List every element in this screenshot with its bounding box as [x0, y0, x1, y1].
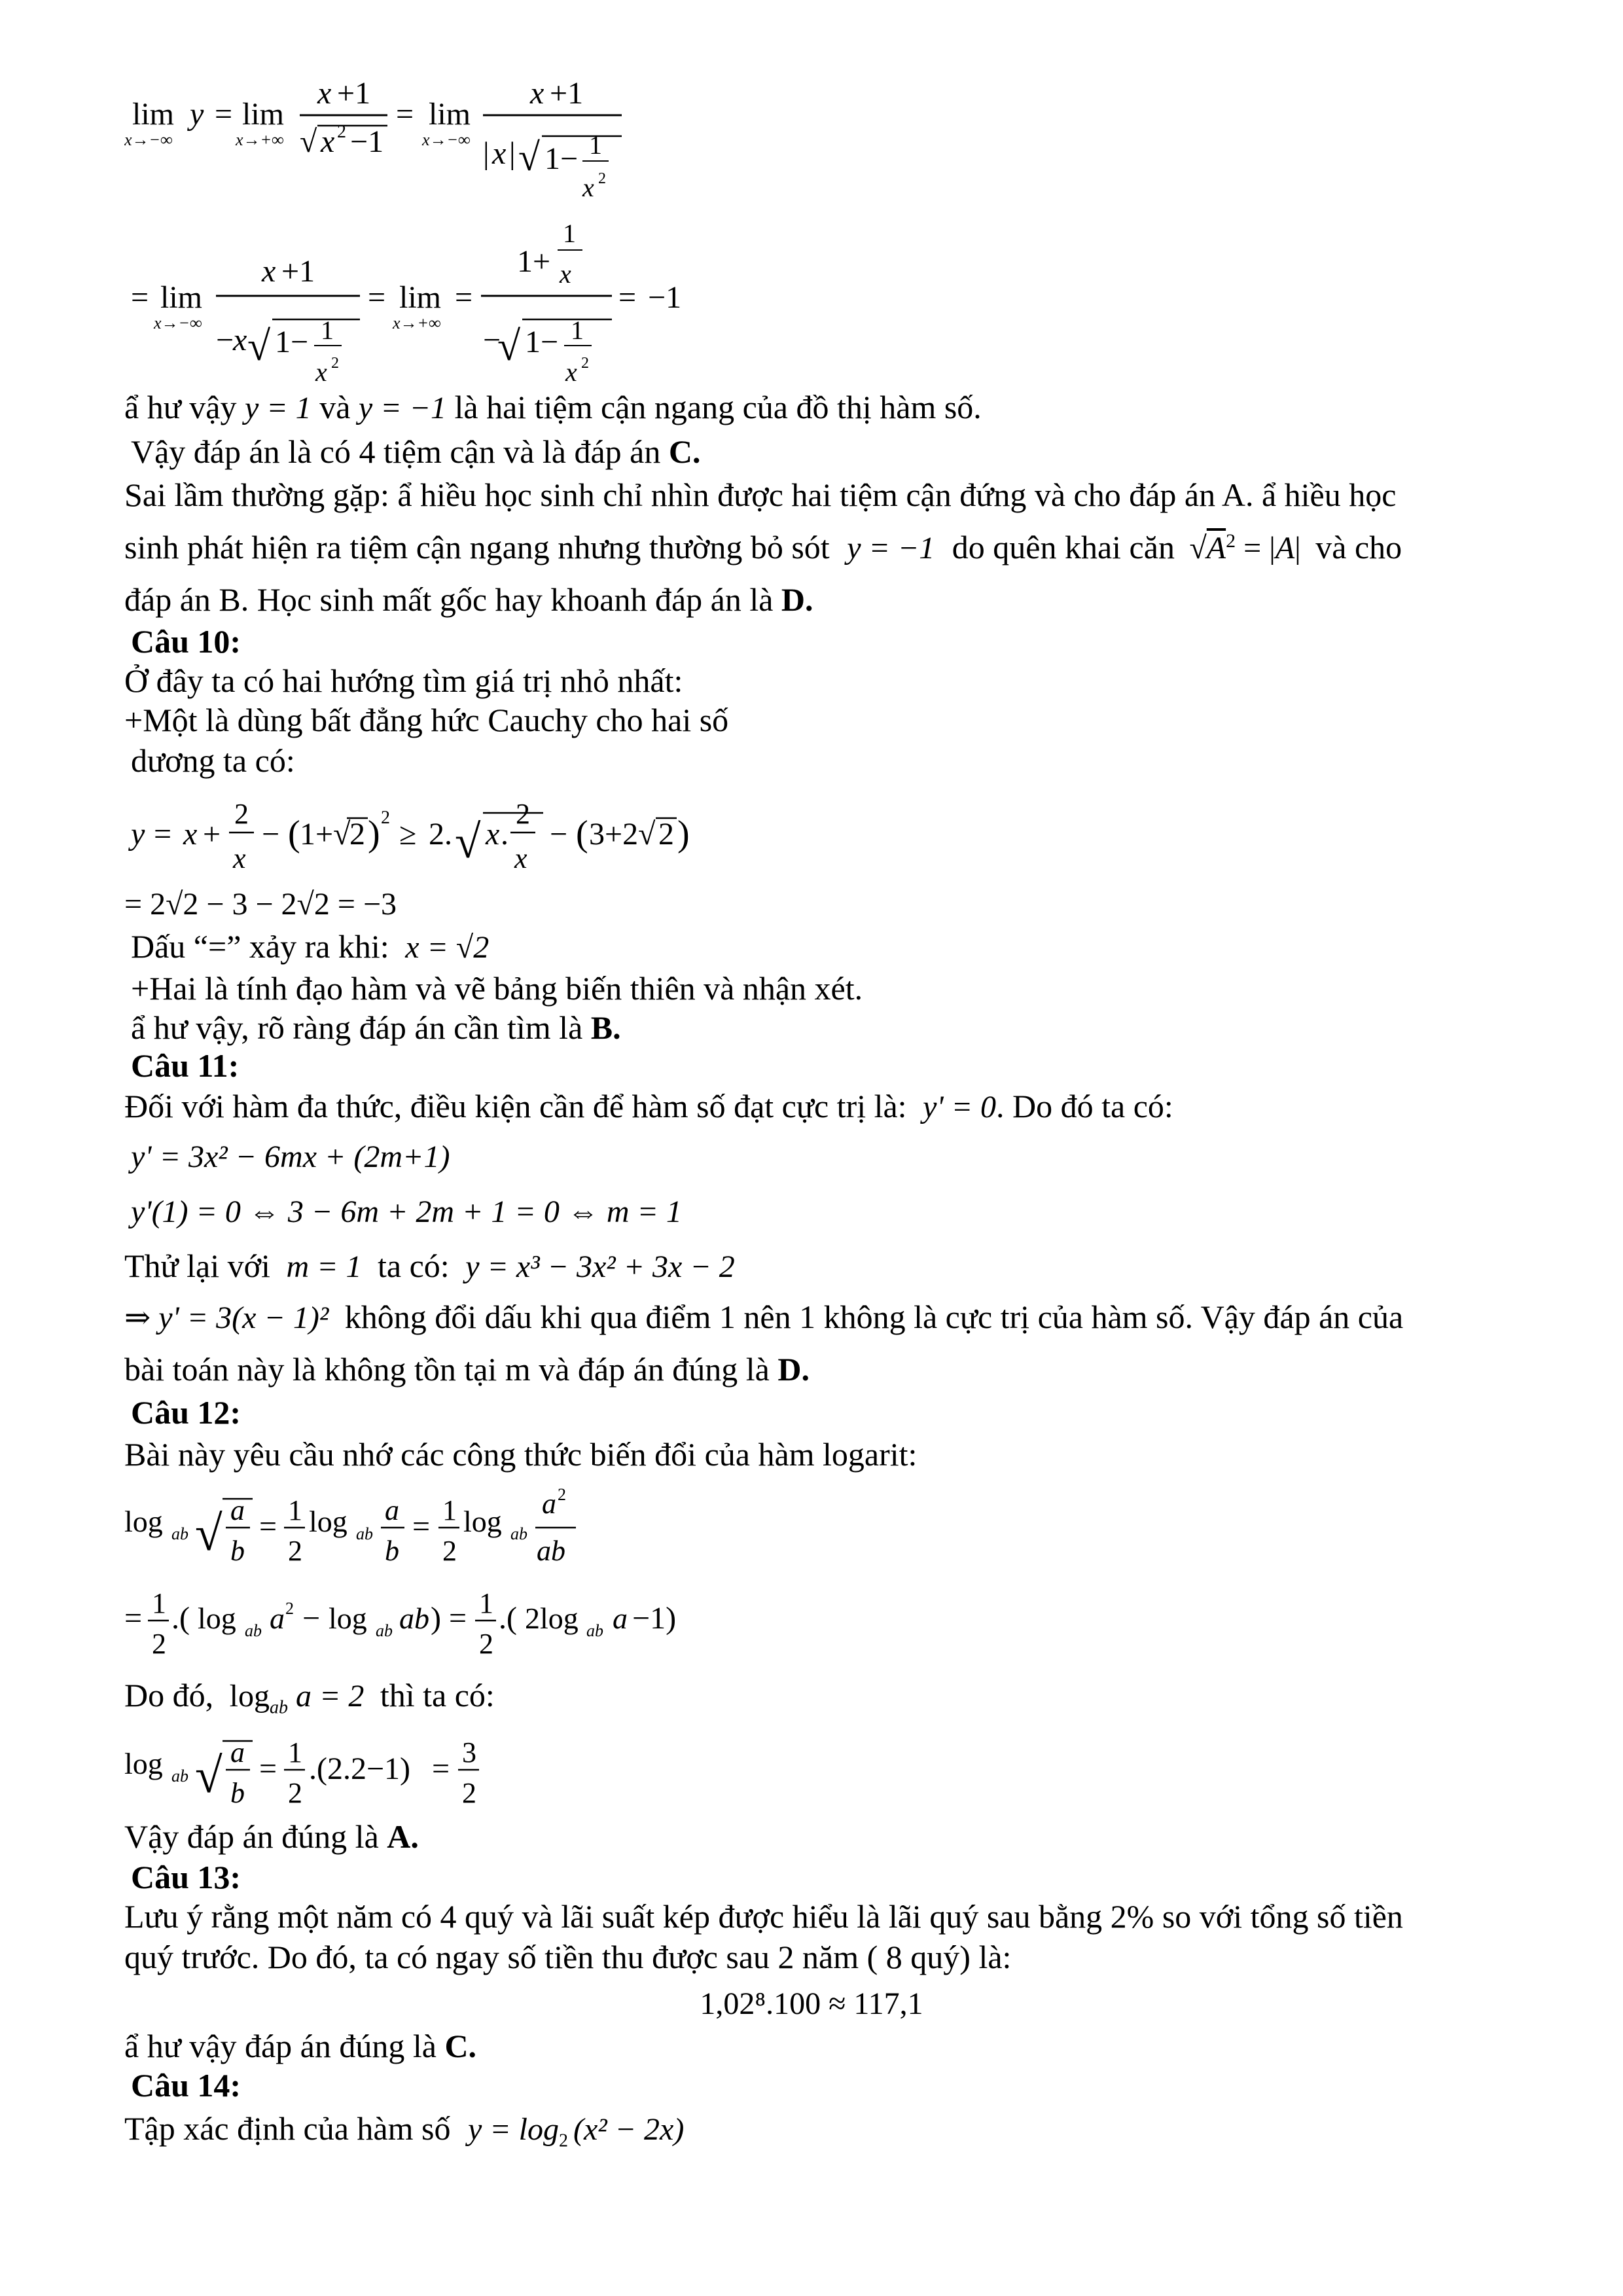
svg-text:x: x [565, 357, 577, 387]
svg-text:2: 2 [152, 1628, 166, 1660]
svg-text:2: 2 [516, 798, 530, 830]
svg-text:log: log [124, 1505, 163, 1538]
svg-text:lim: lim [160, 280, 203, 315]
svg-text:log: log [124, 1747, 163, 1780]
derivative-formula: y' = 3x² − 6mx + (2m+1) [131, 1139, 450, 1174]
svg-text:−: − [550, 817, 568, 852]
text-line: Sai lầm thường gặp: ẩ hiều học sinh chỉ nhìn được hai tiệm cận đứng và cho đáp án A. ẩ hiều học [124, 476, 1397, 513]
svg-text:2log: 2log [525, 1602, 579, 1635]
svg-text:(: ( [576, 814, 588, 854]
text-line: Ở đây ta có hai hướng tìm giá trị nhỏ nhất: [124, 662, 683, 699]
svg-text:=: = [455, 280, 473, 315]
question-heading: Câu 11: [131, 1047, 240, 1084]
text-line: Tập xác định của hàm số $y = \log_2 (x^2 - 2x)$ [124, 2110, 685, 2151]
svg-text:ab: ab [376, 1621, 393, 1640]
svg-text:1−: 1− [275, 325, 309, 359]
svg-text:a: a [230, 1494, 245, 1526]
svg-text:=: = [259, 1509, 277, 1544]
svg-text:x: x [233, 842, 246, 874]
svg-text:.(: .( [171, 1601, 190, 1636]
svg-text:x: x [315, 357, 327, 387]
svg-text:2: 2 [288, 1535, 302, 1567]
svg-text:+: + [203, 817, 221, 852]
svg-text:ab: ab [171, 1767, 188, 1785]
svg-text:log: log [309, 1505, 348, 1538]
svg-text:−1: −1 [648, 280, 682, 315]
svg-text:2: 2 [442, 1535, 457, 1567]
svg-text:lim: lim [242, 97, 285, 132]
svg-text:log: log [329, 1602, 367, 1635]
svg-text:2: 2 [331, 355, 339, 372]
svg-text:x: x [262, 254, 276, 289]
svg-text:−: − [216, 323, 234, 357]
text-line: +Một là dùng bất đẳng hức Cauchy cho hai số [124, 702, 729, 738]
svg-text:=: = [131, 280, 149, 315]
svg-text:=: = [432, 1751, 450, 1786]
text-line: đáp án B. Học sinh mất gốc hay khoanh đáp án là D. [124, 581, 813, 618]
svg-text:a: a [613, 1602, 628, 1635]
svg-text:ab: ab [586, 1621, 603, 1640]
text-line: ⇒ y' = 3(x − 1)² không đổi dấu khi qua điểm 1 nên 1 không là cực trị của hàm số. Vậy đáp án của [124, 1299, 1404, 1335]
equation-y-minus-1: y = −1 [358, 391, 446, 425]
svg-text:log: log [198, 1602, 236, 1635]
text-line: Do đó, $\log_{ab} a = 2$ thì ta có: [124, 1677, 495, 1718]
log-formula-3 [124, 1721, 582, 1820]
svg-text:2: 2 [288, 1777, 302, 1809]
svg-text:3+2√: 3+2√ [589, 817, 656, 852]
svg-text:=: = [396, 97, 414, 132]
equation-y-1: y = 1 [244, 391, 312, 425]
svg-text:a: a [270, 1602, 285, 1635]
svg-text:x: x [560, 259, 571, 289]
log-formula-1 [124, 1479, 648, 1584]
svg-text:(: ( [288, 814, 300, 854]
log-formula-2 [124, 1584, 779, 1676]
svg-text:x: x [492, 136, 507, 171]
svg-text:+1: +1 [281, 254, 315, 289]
svg-text:2: 2 [558, 1485, 566, 1504]
svg-text:√: √ [247, 323, 271, 369]
svg-text:1: 1 [152, 1587, 166, 1619]
text-line: Thử lại với m = 1 ta có: y = x³ − 3x² + 3x − 2 [124, 1247, 735, 1284]
svg-text:1−: 1− [525, 325, 559, 359]
svg-text:−: − [262, 817, 280, 852]
svg-text:b: b [385, 1535, 399, 1567]
svg-text:=: = [124, 1601, 143, 1636]
svg-text:): ) [677, 814, 690, 854]
lim-subscript-1: x→−∞ [124, 130, 173, 149]
question-heading: Câu 10: [131, 623, 241, 660]
text-line: Lưu ý rằng một năm có 4 quý và lãi suất kép được hiểu là lãi quý sau bằng 2% so với tổng số tiền [124, 1898, 1403, 1935]
svg-text:2: 2 [479, 1628, 493, 1660]
text-line: Vậy đáp án đúng là A. [124, 1818, 419, 1855]
svg-text:√: √ [195, 1748, 223, 1803]
svg-text:2: 2 [462, 1777, 476, 1809]
svg-text:ab: ab [171, 1524, 188, 1543]
svg-text:2: 2 [285, 1599, 294, 1618]
svg-text:ab: ab [356, 1524, 373, 1543]
svg-text:2: 2 [337, 122, 346, 142]
svg-text:1+√: 1+√ [300, 817, 351, 852]
svg-text:1: 1 [479, 1587, 493, 1619]
svg-text:ab: ab [399, 1602, 429, 1635]
text-line: dương ta có: [131, 742, 295, 779]
text-line: Bài này yêu cầu nhớ các công thức biến đổi của hàm logarit: [124, 1436, 918, 1473]
svg-text:b: b [230, 1777, 245, 1809]
cauchy-result: = 2√2 − 3 − 2√2 = −3 [124, 887, 397, 922]
svg-text:ab: ab [510, 1524, 527, 1543]
svg-text:=: = [368, 280, 386, 315]
svg-text:1: 1 [442, 1494, 457, 1526]
svg-text:1: 1 [571, 315, 584, 345]
text-line: +Hai là tính đạo hàm và vẽ bảng biến thiên và nhận xét. [131, 970, 863, 1007]
svg-text:−1): −1) [632, 1601, 677, 1636]
text-line: ẩ hư vậy, rõ ràng đáp án cần tìm là B. [131, 1009, 621, 1046]
compound-interest-formula: 1,02⁸.100 ≈ 117,1 [700, 1986, 923, 2021]
svg-text:.: . [501, 817, 508, 852]
svg-text:√: √ [497, 323, 521, 369]
svg-text:2: 2 [581, 355, 589, 372]
svg-text:x: x [233, 323, 247, 357]
svg-text:√: √ [300, 124, 317, 159]
svg-text:x→−∞: x→−∞ [154, 314, 202, 332]
svg-text:√: √ [455, 816, 481, 868]
svg-text:x: x [321, 124, 335, 159]
svg-text:x: x [183, 817, 198, 852]
svg-text:y: y [190, 97, 204, 132]
svg-text:+1: +1 [550, 76, 584, 111]
question-heading: Câu 14: [131, 2067, 241, 2104]
text-line: sinh phát hiện ra tiệm cận ngang nhưng thường bỏ sót y = −1 do quên khai căn $√A^2 = |A|$ và cho [124, 529, 1402, 565]
svg-text:1: 1 [288, 1736, 302, 1768]
svg-text:2.: 2. [429, 817, 452, 852]
svg-text:): ) [431, 1601, 441, 1636]
question-heading: Câu 13: [131, 1859, 241, 1895]
svg-text:1−: 1− [544, 141, 579, 176]
svg-text:√: √ [195, 1506, 223, 1561]
svg-text:3: 3 [462, 1736, 476, 1768]
svg-text:.(: .( [499, 1601, 517, 1636]
svg-text:x: x [317, 76, 332, 111]
svg-text:=: = [154, 817, 172, 852]
question-heading: Câu 12: [131, 1394, 241, 1431]
svg-text:=: = [449, 1601, 467, 1636]
svg-text:b: b [230, 1535, 245, 1567]
svg-text:2: 2 [349, 817, 365, 852]
svg-text:=: = [215, 97, 233, 132]
svg-text:|: | [483, 136, 490, 171]
svg-text:x: x [582, 173, 594, 202]
svg-text:+1: +1 [337, 76, 371, 111]
svg-text:−: − [483, 323, 501, 357]
lim-subscript-3: x→−∞ [422, 130, 471, 149]
text-line: Dấu “=” xảy ra khi: x = √2 [131, 928, 490, 965]
lim-subscript-2: x→+∞ [236, 130, 284, 149]
svg-text:log: log [463, 1505, 502, 1538]
svg-text:≥: ≥ [399, 817, 417, 852]
svg-text:2: 2 [234, 798, 249, 830]
svg-text:x: x [486, 817, 500, 852]
svg-text:ab: ab [537, 1535, 565, 1567]
svg-text:=: = [618, 280, 637, 315]
limit-formula-2 [124, 209, 713, 393]
text-line: Đối với hàm đa thức, điều kiện cần để hàm số đạt cực trị là: y' = 0. Do đó ta có: [124, 1088, 1173, 1124]
svg-text:1: 1 [563, 219, 576, 248]
svg-text:lim: lim [429, 97, 471, 132]
svg-text:x: x [530, 76, 544, 111]
text-line: Vậy đáp án là có 4 tiệm cận và là đáp án C. [131, 433, 701, 470]
svg-text:1+: 1+ [517, 244, 551, 279]
svg-text:1: 1 [589, 130, 602, 160]
svg-text:y: y [131, 817, 145, 852]
svg-text:2: 2 [658, 817, 674, 852]
derivative-condition: y'(1) = 0 ⇔ 3 − 6m + 2m + 1 = 0 ⇔ m = 1 [131, 1194, 682, 1229]
svg-text:a: a [542, 1488, 556, 1520]
svg-text:a: a [230, 1736, 245, 1768]
text-line: quý trước. Do đó, ta có ngay số tiền thu được sau 2 năm ( 8 quý) là: [124, 1939, 1012, 1975]
cauchy-formula [124, 785, 779, 884]
text-line: ẩ hư vậy đáp án đúng là C. [124, 2028, 477, 2064]
svg-text:1: 1 [321, 315, 334, 345]
svg-text:x: x [514, 842, 527, 874]
svg-text:−: − [302, 1601, 321, 1636]
text-line: bài toán này là không tồn tại m và đáp án đúng là D. [124, 1351, 810, 1388]
svg-text:−1: −1 [350, 124, 384, 159]
svg-text:|: | [509, 136, 516, 171]
svg-text:2: 2 [381, 808, 390, 828]
svg-text:lim: lim [132, 97, 175, 132]
limit-formula-1 [124, 72, 713, 223]
text-line: ẩ hư vậy y = 1 và y = −1 là hai tiệm cận ngang của đồ thị hàm số. [124, 389, 982, 425]
svg-text:x→+∞: x→+∞ [393, 314, 441, 332]
sqrt-abs-identity: $√A^2 = |A|$ [1189, 530, 1301, 565]
svg-text:lim: lim [399, 280, 442, 315]
svg-text:a: a [385, 1494, 399, 1526]
svg-text:): ) [368, 814, 380, 854]
svg-text:=: = [259, 1751, 277, 1786]
svg-text:=: = [412, 1509, 431, 1544]
svg-text:√: √ [518, 135, 540, 179]
svg-text:.(2.2−1): .(2.2−1) [309, 1751, 411, 1786]
svg-text:ab: ab [245, 1621, 262, 1640]
svg-text:1: 1 [288, 1494, 302, 1526]
svg-text:2: 2 [598, 170, 606, 187]
